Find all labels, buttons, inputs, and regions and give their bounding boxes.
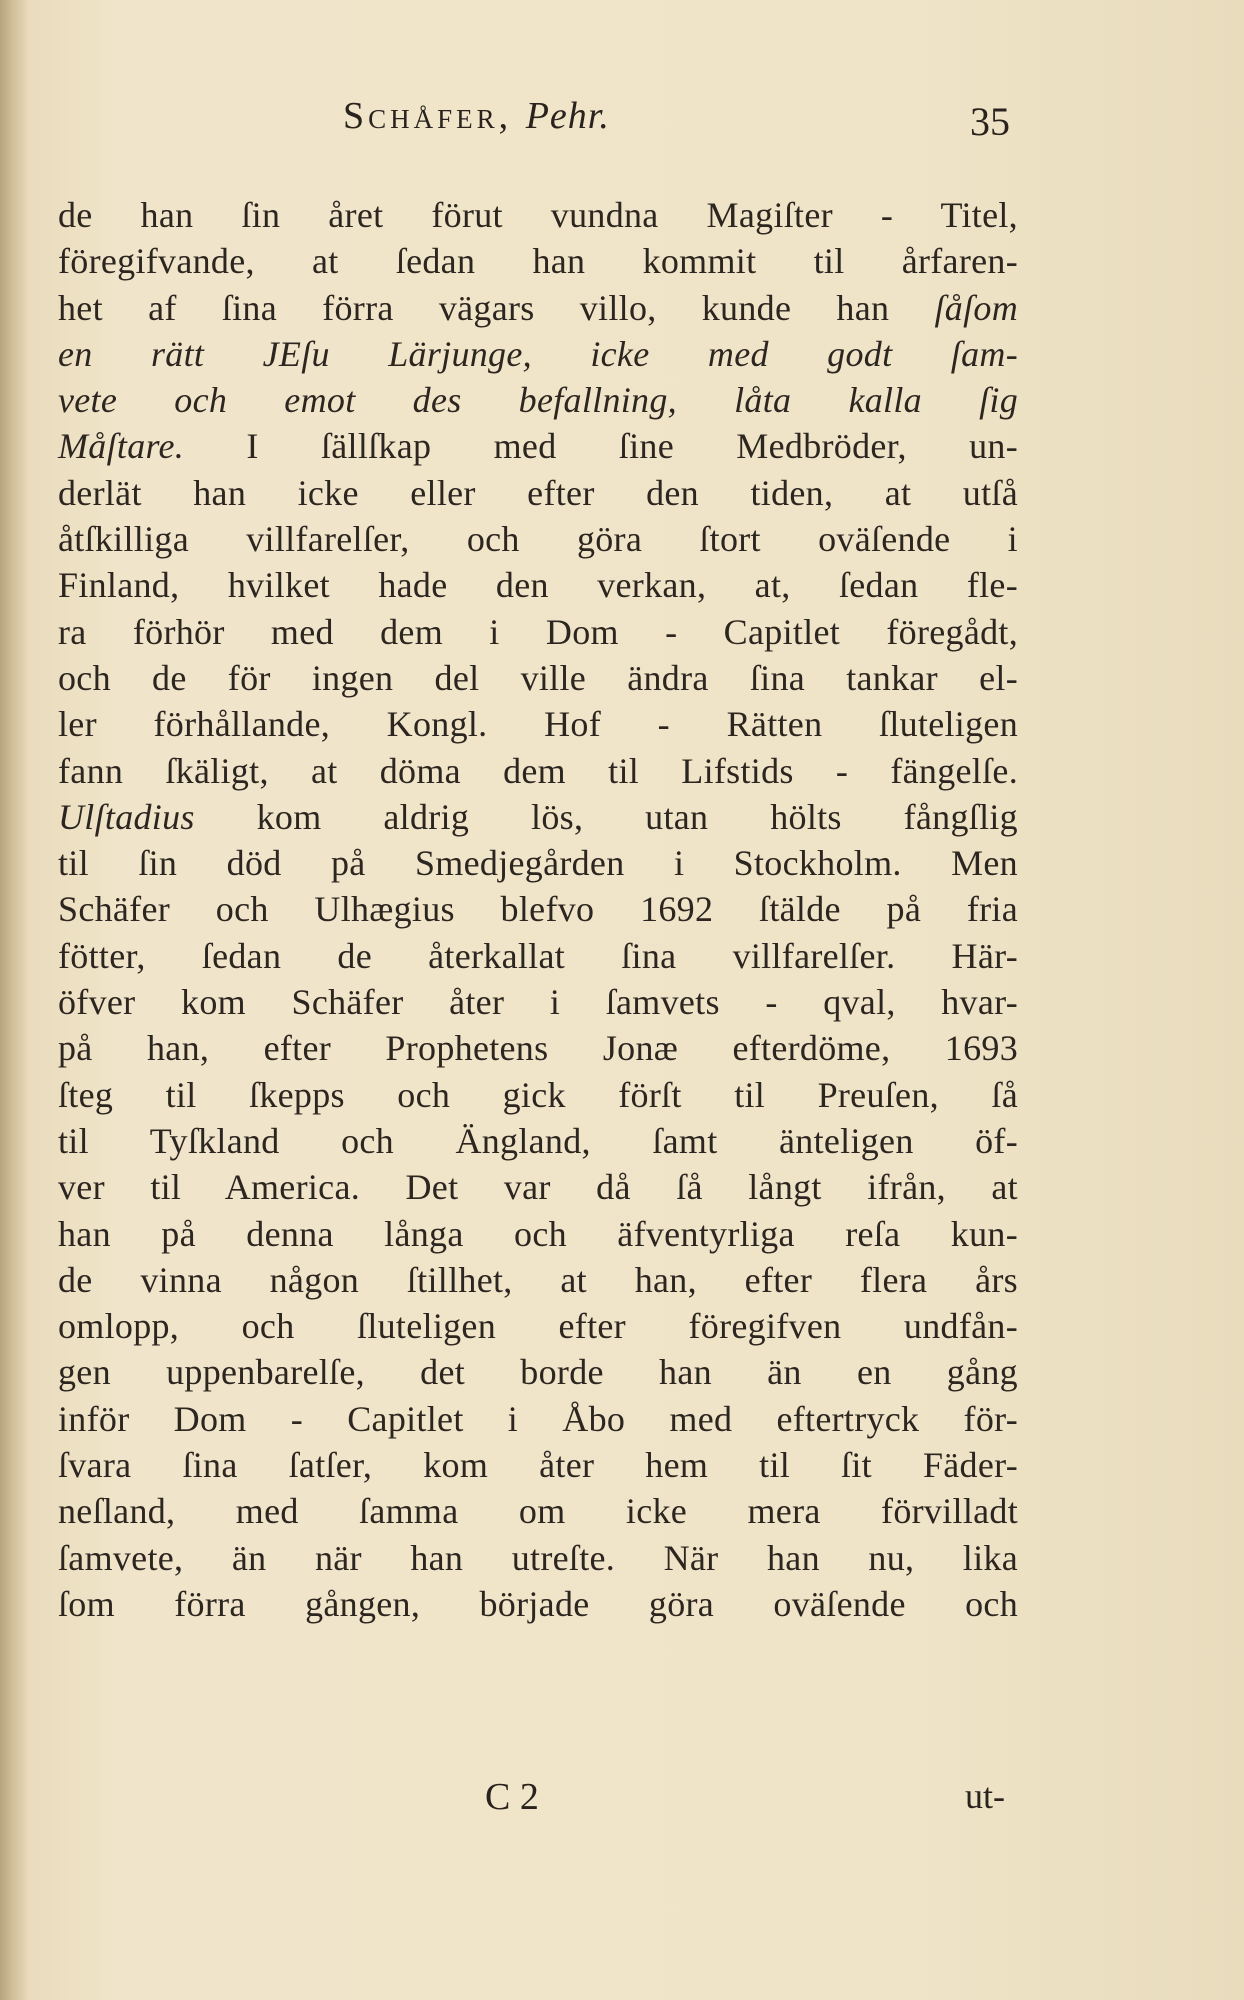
text-run: gen uppenbarelſe, det borde han än en gång <box>58 1352 1018 1393</box>
catchword: ut- <box>965 1776 1005 1816</box>
text-run: til ſin död på Smedjegården i Stockholm. Men <box>58 843 1018 884</box>
text-run: kom aldrig lös, utan hölts fångſlig <box>194 796 1018 837</box>
text-line <box>58 1303 1018 1349</box>
italic-text-run: vete och emot des befallning, låta kalla ſig <box>58 380 1018 421</box>
text-line <box>58 979 1018 1025</box>
text-run: inför Dom - Capitlet i Åbo med eftertryck för- <box>58 1398 1018 1439</box>
text-run: het af ſina förra vägars villo, kunde han <box>58 287 935 328</box>
text-run: ſteg til ſkepps och gick förſt til Preuſen, ſå <box>58 1074 1018 1115</box>
running-head-title <box>343 94 610 138</box>
text-line <box>58 1072 1018 1118</box>
text-run: och de för ingen del ville ändra ſina tankar el- <box>58 657 1018 698</box>
text-line <box>58 794 1018 840</box>
text-line <box>58 748 1018 794</box>
text-line <box>58 192 1018 238</box>
author-surname-part-2: å <box>413 95 438 137</box>
text-run: omlopp, och ſluteligen efter föregifven undfån- <box>58 1306 1018 1347</box>
text-run: ſamvete, än när han utreſte. När han nu, lika <box>58 1537 1018 1578</box>
text-line <box>58 285 1018 331</box>
text-run: I ſällſkap med ſine Medbröder, un- <box>184 426 1018 467</box>
text-line <box>58 1164 1018 1210</box>
text-line <box>58 238 1018 284</box>
text-run: de han ſin året förut vundna Magiſter - Titel, <box>58 195 1018 235</box>
text-line <box>58 609 1018 655</box>
italic-text-run: en rätt JEſu Lärjunge, icke med godt ſam- <box>58 333 1018 374</box>
text-line <box>58 1349 1018 1395</box>
text-line <box>58 377 1018 423</box>
text-run: ſom förra gången, började göra oväſende och <box>58 1583 1018 1624</box>
text-run: fötter, ſedan de återkallat ſina villfarelſer. Här- <box>58 935 1018 976</box>
text-line <box>58 516 1018 562</box>
page-number: 35 <box>970 99 1010 144</box>
running-header <box>0 94 1244 154</box>
body-text <box>58 192 1018 1627</box>
text-line <box>58 1118 1018 1164</box>
text-run: Finland, hvilket hade den verkan, at, ſedan fle- <box>58 565 1018 606</box>
text-run: fann ſkäligt, at döma dem til Lifstids - fängelſe. <box>58 750 1018 791</box>
text-line <box>58 1442 1018 1488</box>
author-given-name: Pehr. <box>525 95 610 137</box>
text-run: ler förhållande, Kongl. Hof - Rätten ſluteligen <box>58 704 1018 745</box>
text-line <box>58 1488 1018 1534</box>
italic-text-run: Ulſtadius <box>58 796 195 837</box>
text-run: han på denna långa och äfventyrliga reſa kun- <box>58 1213 1018 1254</box>
italic-text-run: ſåſom <box>934 287 1018 328</box>
text-line <box>58 701 1018 747</box>
text-line <box>58 655 1018 701</box>
text-line <box>58 886 1018 932</box>
text-line <box>58 1581 1018 1627</box>
text-line <box>58 1025 1018 1071</box>
text-run: ver til America. Det var då ſå långt ifrån, at <box>58 1167 1018 1208</box>
author-surname <box>343 95 512 137</box>
text-run: til Tyſkland och Ängland, ſamt änteligen öf- <box>58 1120 1018 1161</box>
text-run: öfver kom Schäfer åter i ſamvets - qval, hvar- <box>58 982 1018 1023</box>
text-line <box>58 562 1018 608</box>
author-surname-part-3: fer, <box>437 95 513 137</box>
text-line <box>58 933 1018 979</box>
text-line <box>58 1535 1018 1581</box>
text-run: ra förhör med dem i Dom - Capitlet föregådt, <box>58 611 1018 652</box>
text-run: derlät han icke eller efter den tiden, at utſå <box>58 472 1018 513</box>
text-line <box>58 1257 1018 1303</box>
text-line <box>58 840 1018 886</box>
text-run: ſvara ſina ſatſer, kom åter hem til ſit Fäder- <box>58 1445 1018 1486</box>
signature-mark: C 2 <box>485 1776 539 1818</box>
text-run: föregifvande, at ſedan han kommit til årfaren- <box>58 241 1018 282</box>
text-line <box>58 423 1018 469</box>
author-surname-part-1: Sch <box>343 95 414 137</box>
text-line <box>58 1396 1018 1442</box>
text-run: på han, efter Prophetens Jonæ efterdöme, 1693 <box>58 1028 1018 1069</box>
italic-text-run: Måſtare. <box>58 426 185 467</box>
text-run: Schäfer och Ulhægius blefvo 1692 ſtälde på fria <box>58 889 1018 930</box>
text-run: åtſkilliga villfarelſer, och göra ſtort oväſende i <box>58 519 1018 560</box>
text-line <box>58 1211 1018 1257</box>
text-run: de vinna någon ſtillhet, at han, efter flera års <box>58 1259 1018 1300</box>
text-line <box>58 470 1018 516</box>
page-gutter <box>0 0 28 2000</box>
text-line <box>58 331 1018 377</box>
page-footer <box>0 1775 1244 1825</box>
text-run: neſland, med ſamma om icke mera förvilladt <box>58 1491 1018 1532</box>
